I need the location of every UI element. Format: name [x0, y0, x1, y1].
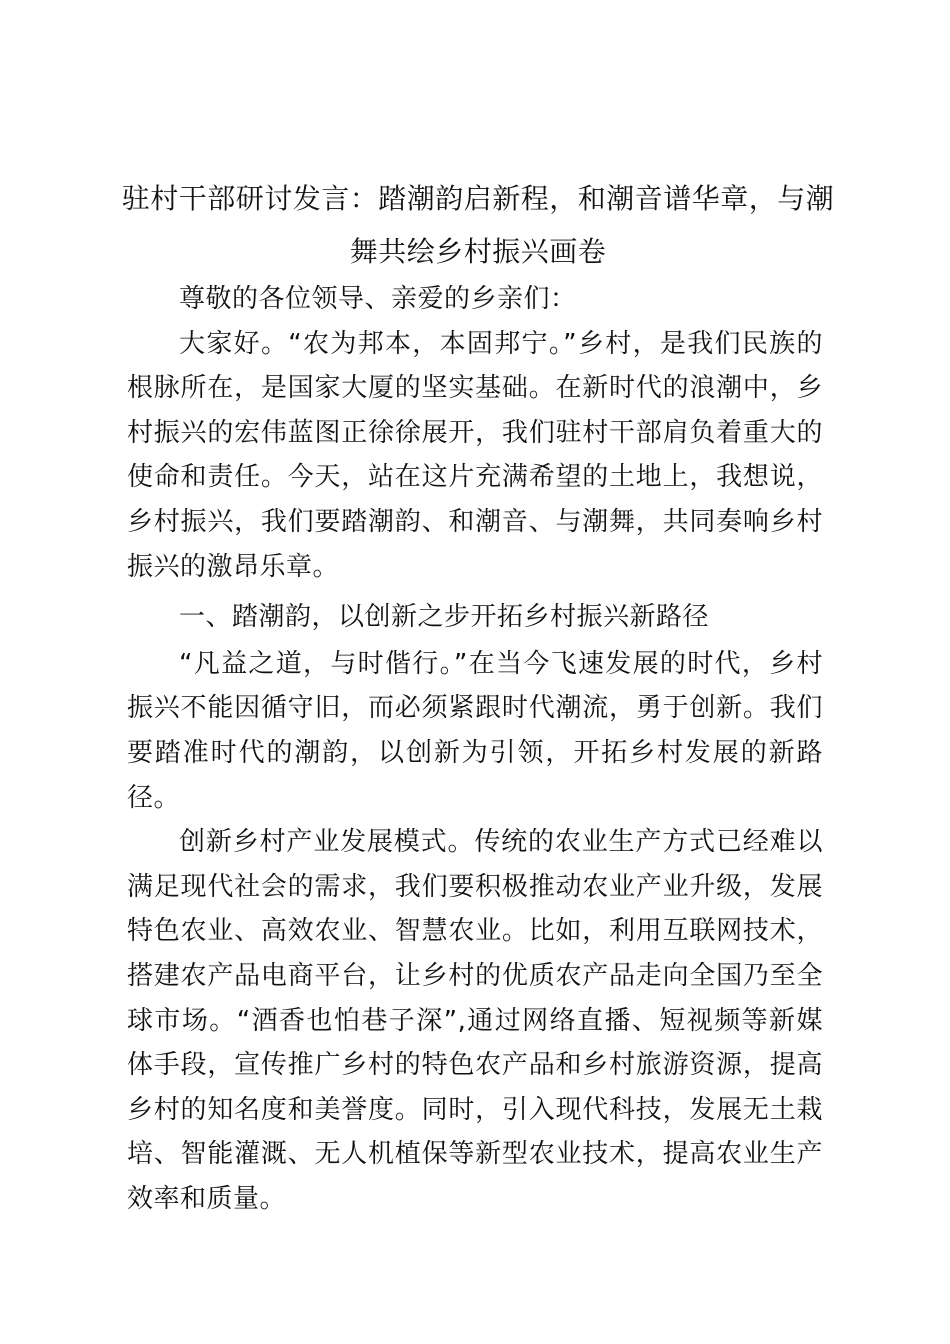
salutation: 尊敬的各位领导、亲爱的乡亲们： [179, 284, 577, 314]
section-paragraph-1: “凡益之道，与时偕行。”在当今飞速发展的时代，乡村振兴不能因循守旧，而必须紧跟时代潮流，勇于创新。我们要踏准时代的潮韵，以创新为引领，开拓乡村发展的新路径。 [127, 648, 823, 813]
intro-paragraph: 大家好。“农为邦本，本固邦宁。”乡村，是我们民族的根脉所在，是国家大厦的坚实基础。在新时代的浪潮中，乡村振兴的宏伟蓝图正徐徐展开，我们驻村干部肩负着重大的使命和责任。今天，站在这片充满希望的土地上，我想说，乡村振兴，我们要踏潮韵、和潮音、与潮舞，共同奏响乡村振兴的激昂乐章。 [127, 328, 823, 582]
document-body [127, 277, 823, 1221]
section-paragraph-2: 创新乡村产业发展模式。传统的农业生产方式已经难以满足现代社会的需求，我们要积极推动农业产业升级，发展特色农业、高效农业、智慧农业。比如，利用互联网技术，搭建农产品电商平台，让乡村的优质农产品走向全国乃至全球市场。“酒香也怕巷子深”,通过网络直播、短视频等新媒体手段，宣传推广乡村的特色农产品和乡村旅游资源，提高乡村的知名度和美誉度。同时，引入现代科技，发展无土栽培、智能灌溉、无人机植保等新型农业技术，提高农业生产效率和质量。 [127, 827, 823, 1214]
section-heading: 一、踏潮韵，以创新之步开拓乡村振兴新路径 [179, 602, 710, 633]
document-title: 驻村干部研讨发言：踏潮韵启新程，和潮音谱华章，与潮舞共绘乡村振兴画卷 [121, 182, 835, 268]
